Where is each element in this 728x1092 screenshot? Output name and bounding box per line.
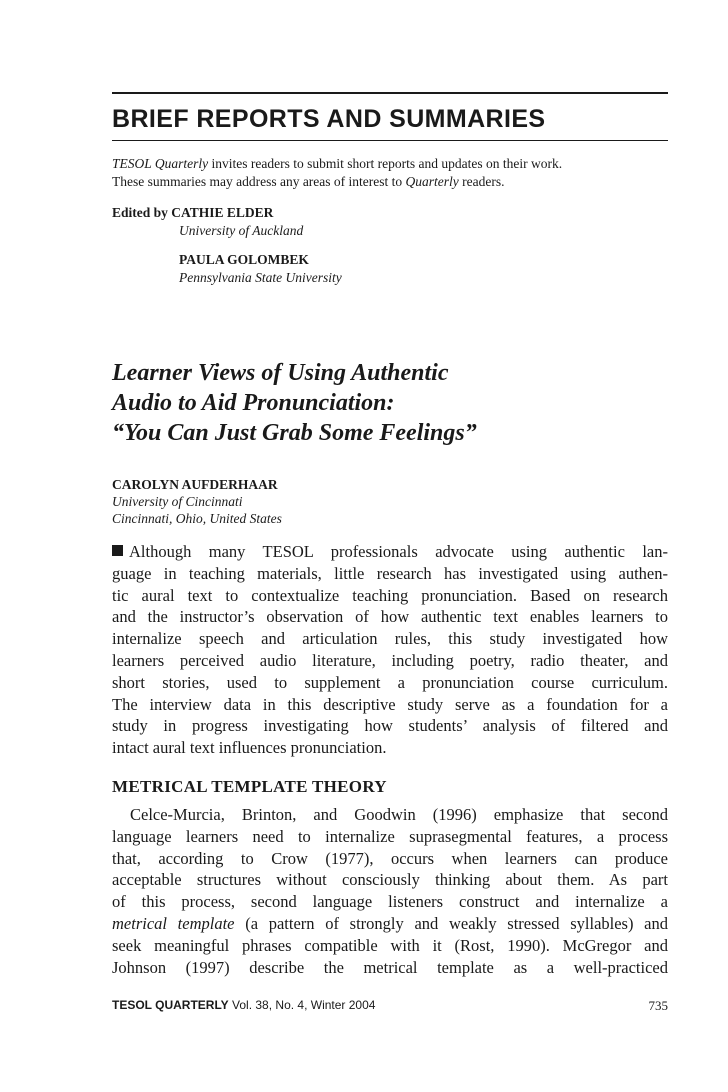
abstract-paragraph: Although many TESOL professionals advocate using authentic lan- guage in teaching materials, little research has investigated using authen- tic aural text to contextualize teaching pronunciation. Based on research and the instructor’s observation of how authentic text enables learners to internalize speech and articulation rules, this study investigated how learners perceived audio literature, including poetry, radio theater, and short stories, used to supplement a pronunciation course curriculum. The interview data in this descriptive study serve as a foundation for a study in progress investigating how students’ analysis of filtered and intact aural text influences pronunciation. bbox=[112, 542, 668, 758]
section-title: BRIEF REPORTS AND SUMMARIES bbox=[112, 105, 546, 133]
article-title: Learner Views of Using Authentic Audio to Aid Pronunciation: “You Can Just Grab Some Feelings” bbox=[112, 360, 477, 446]
journal-name: TESOL Quarterly bbox=[112, 156, 209, 171]
editor-name: CATHIE ELDER bbox=[171, 205, 274, 220]
editor-name: PAULA GOLOMBEK bbox=[179, 252, 309, 267]
author-name: CAROLYN AUFDERHAAR bbox=[112, 477, 278, 492]
footer-volume: Vol. 38, No. 4, Winter 2004 bbox=[232, 998, 376, 1012]
editor-affiliation: Pennsylvania State University bbox=[179, 270, 342, 285]
section-intro: TESOL Quarterly invites readers to submit short reports and updates on their work. These summaries may address any areas of interest to Quarterly readers. bbox=[112, 156, 563, 189]
author-block bbox=[112, 476, 282, 527]
title-rule bbox=[112, 140, 668, 141]
square-bullet-icon bbox=[112, 545, 123, 556]
journal-page bbox=[112, 0, 668, 1092]
italic-term: metrical template bbox=[112, 913, 235, 933]
editor-affiliation: University of Auckland bbox=[179, 223, 304, 238]
editors-label: Edited by bbox=[112, 205, 168, 220]
author-location: Cincinnati, Ohio, United States bbox=[112, 511, 282, 526]
section-heading: METRICAL TEMPLATE THEORY bbox=[112, 777, 387, 796]
author-affiliation: University of Cincinnati bbox=[112, 494, 243, 509]
page-number: 735 bbox=[648, 998, 668, 1013]
top-rule bbox=[112, 92, 668, 94]
body-paragraph: Celce-Murcia, Brinton, and Goodwin (1996) emphasize that second language learners need to internalize suprasegmental features, a process that, according to Crow (1977), occurs when learners can produce acceptable structures without consciously thinking about them. As part of this process, second language listeners construct and internalize a metrical template (a pattern of strongly and weakly stressed syllables) and seek meaningful phrases compatible with it (Rost, 1990). McGregor and Johnson (1997) describe the metrical template as a well-practiced bbox=[112, 805, 668, 977]
footer-journal: TESOL QUARTERLY bbox=[112, 998, 229, 1012]
